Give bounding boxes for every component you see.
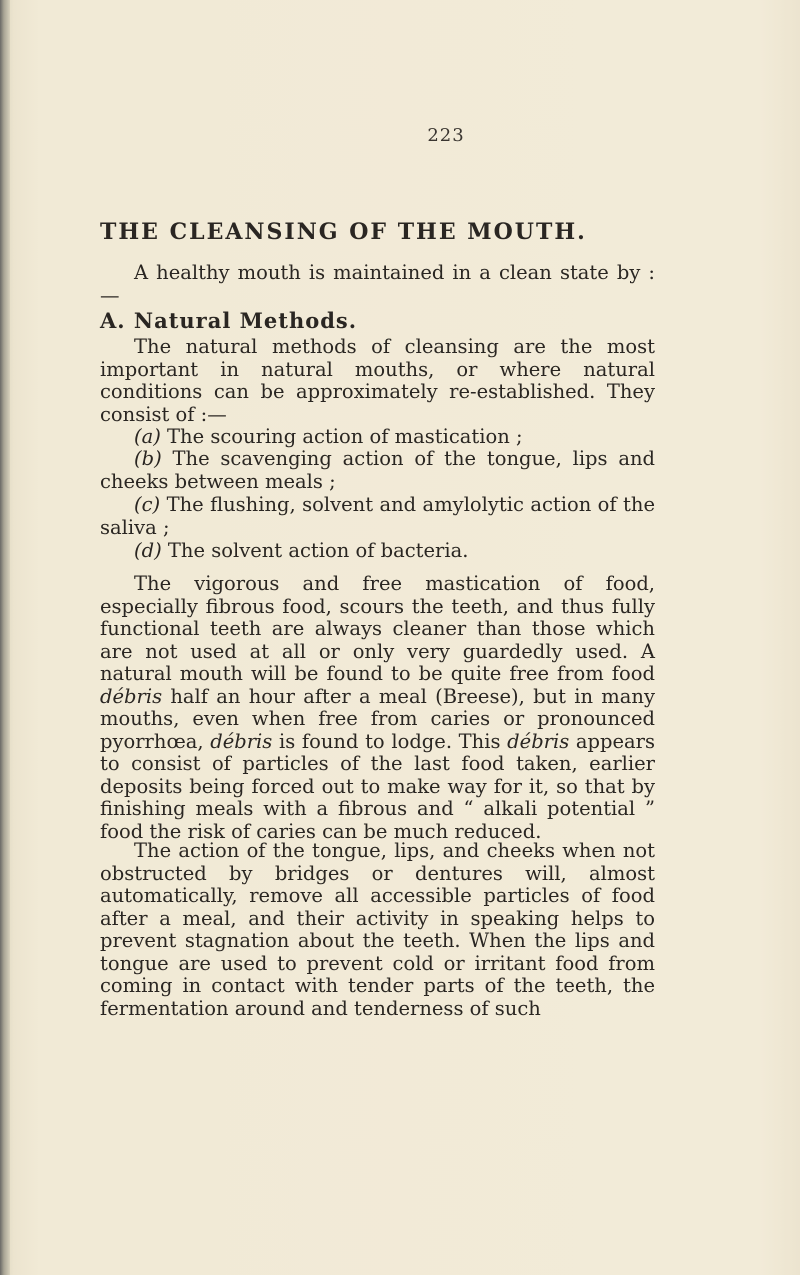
italic-term: débris xyxy=(100,684,163,708)
italic-term: débris xyxy=(210,729,273,753)
list-label: (b) xyxy=(134,447,162,470)
list-text: The scavenging action of the tongue, lips and cheeks between meals ; xyxy=(100,447,656,493)
italic-term: débris xyxy=(507,729,570,753)
paragraph-natural-methods: The natural methods of cleansing are the most important in natural mouths, or where natural conditions can be approximately re-established. They consist of :— xyxy=(100,335,655,426)
chapter-title: THE CLEANSING OF THE MOUTH. xyxy=(100,219,587,245)
list-item xyxy=(100,448,655,493)
text-run: is found to lodge. This xyxy=(278,729,501,753)
list-item xyxy=(100,426,655,449)
list-text: The flushing, solvent and amylolytic action of the saliva ; xyxy=(100,493,655,539)
text-run: half an hour after a meal (Breese), but in many mouths, even when free from caries or pronounced pyorrhœa, xyxy=(100,684,655,753)
list-text: The solvent action of bacteria. xyxy=(167,539,469,562)
list-label: (c) xyxy=(134,493,161,516)
paragraph-mastication xyxy=(100,573,655,843)
list-item xyxy=(100,494,655,539)
intro-paragraph: A healthy mouth is maintained in a clean state by :— xyxy=(100,261,655,307)
paragraph-tongue-action: The action of the tongue, lips, and cheeks when not obstructed by bridges or dentures will, almost automatically, remove all accessible particles of food after a meal, and their activity in speaking helps to prevent stagnation about the teeth. When the lips and tongue are used to prevent cold or irritant food from coming in contact with tender parts of the teeth, the fermentation around and tenderness of such xyxy=(100,839,655,1020)
text-run: appears to consist of particles of the last food taken, earlier deposits being forced out to make way for it, so that by finishing meals with a fibrous and “ alkali potential ” food the risk of caries can be much reduced. xyxy=(100,729,656,843)
page-number: 223 xyxy=(427,125,465,146)
list-text: The scouring action of mastication ; xyxy=(167,425,523,448)
section-heading: A. Natural Methods. xyxy=(100,308,358,333)
text-run: The vigorous and free mastication of food, especially fibrous food, scours the teeth, and thus fully functional teeth are always cleaner than those which are not used at all or only very guardedly used. A natural mouth will be found to be quite free from food xyxy=(100,572,655,685)
binding-gutter xyxy=(0,0,10,1275)
list-label: (a) xyxy=(134,425,161,448)
list-item xyxy=(100,540,655,563)
list-label: (d) xyxy=(134,539,162,562)
